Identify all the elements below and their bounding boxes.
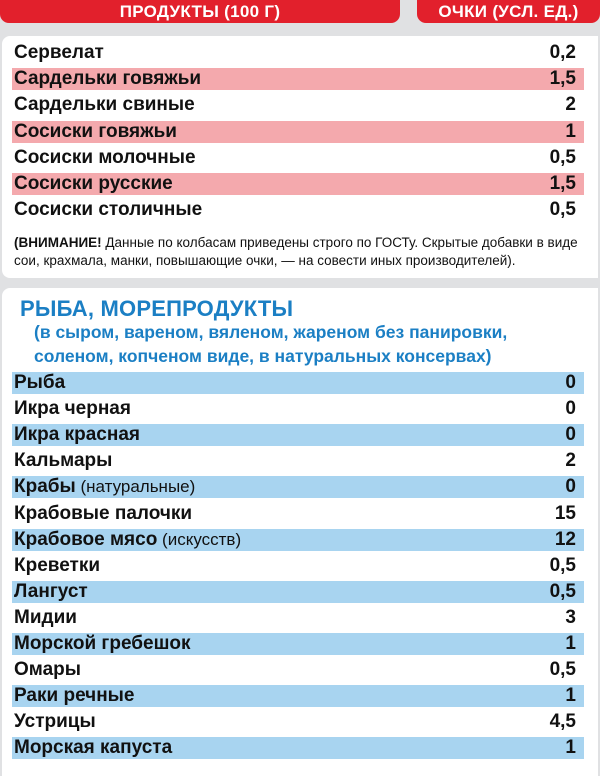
table-row bbox=[12, 476, 584, 498]
table-row bbox=[12, 503, 584, 525]
points-column-header bbox=[417, 0, 600, 23]
table-row bbox=[12, 633, 584, 655]
products-column-header bbox=[0, 0, 400, 23]
points-value: 1 bbox=[565, 120, 576, 142]
table-row bbox=[12, 372, 584, 394]
product-name bbox=[14, 173, 173, 195]
table-row bbox=[12, 199, 584, 221]
warning-text: Данные по колбасам приведены строго по ГОСТу. Скрытые добавки в виде сои, крахмала, манки, повышающие очки, — на совести иных производителей). bbox=[14, 235, 578, 268]
product-name bbox=[14, 685, 134, 707]
product-name-text: Устрицы bbox=[14, 711, 96, 733]
table-row bbox=[12, 424, 584, 446]
product-name-text: Морской гребешок bbox=[14, 633, 191, 654]
product-name-text: Омары bbox=[14, 659, 81, 681]
points-value: 2 bbox=[565, 94, 576, 116]
product-name bbox=[14, 42, 104, 64]
product-name-text: Сосиски русские bbox=[14, 173, 173, 194]
product-name bbox=[14, 503, 192, 525]
points-value: 1 bbox=[565, 685, 576, 707]
product-name-text: Икра черная bbox=[14, 398, 131, 420]
table-row bbox=[12, 94, 584, 116]
product-name-text: Сосиски молочные bbox=[14, 146, 196, 168]
product-name-text: Сосиски столичные bbox=[14, 199, 203, 221]
product-name-text: Крабовые палочки bbox=[14, 502, 193, 524]
table-row bbox=[12, 555, 584, 577]
fish-section-subtitle-line1: (в сыром, вареном, вяленом, жареном без панировки, bbox=[34, 322, 508, 342]
fish-section-subtitle-line2: соленом, копченом виде, в натуральных консервах) bbox=[34, 346, 492, 366]
product-name-text: Мидии bbox=[14, 606, 77, 628]
table-row bbox=[12, 529, 584, 551]
product-name bbox=[14, 711, 96, 733]
product-name-text: Крабовое мясо bbox=[14, 528, 158, 550]
product-name-text: Сардельки свиные bbox=[14, 94, 195, 116]
product-name bbox=[14, 450, 112, 472]
product-name bbox=[14, 529, 241, 551]
points-value: 0,5 bbox=[549, 659, 576, 681]
product-name-text: Рыба bbox=[14, 372, 66, 393]
product-name bbox=[14, 424, 140, 446]
products-header-label: ПРОДУКТЫ (100 Г) bbox=[119, 1, 281, 21]
product-name-text: Икра красная bbox=[14, 424, 140, 446]
table-row bbox=[12, 147, 584, 169]
product-name bbox=[14, 607, 77, 629]
points-value: 0,5 bbox=[549, 554, 576, 576]
warning-bold: (ВНИМАНИЕ! bbox=[14, 235, 102, 250]
product-name bbox=[14, 199, 202, 221]
product-name bbox=[14, 581, 88, 603]
product-name bbox=[14, 94, 195, 116]
table-row bbox=[12, 581, 584, 603]
product-name-text: Сервелат bbox=[14, 42, 104, 63]
product-name-text: Сардельки говяжьи bbox=[14, 68, 202, 90]
table-row bbox=[12, 607, 584, 629]
points-value: 0 bbox=[565, 398, 576, 420]
product-name bbox=[14, 659, 81, 681]
table-row bbox=[12, 685, 584, 707]
product-name bbox=[14, 555, 100, 577]
product-name bbox=[14, 476, 195, 498]
product-name bbox=[14, 68, 201, 90]
product-name-text: Крабы bbox=[14, 476, 76, 498]
product-name-text: Кальмары bbox=[14, 450, 113, 472]
table-row bbox=[12, 711, 584, 733]
fish-section-title: РЫБА, МОРЕПРОДУКТЫ bbox=[20, 296, 294, 321]
points-value: 0 bbox=[565, 372, 576, 393]
points-value: 3 bbox=[565, 606, 576, 628]
points-value: 2 bbox=[565, 450, 576, 472]
points-value: 0,5 bbox=[549, 199, 576, 221]
points-value: 1 bbox=[565, 737, 576, 759]
table-row bbox=[12, 398, 584, 420]
points-value: 0 bbox=[565, 476, 576, 498]
product-note: (натуральные) bbox=[75, 477, 196, 497]
points-value: 0,5 bbox=[549, 146, 576, 168]
table-row bbox=[12, 450, 584, 472]
points-value: 0,5 bbox=[549, 580, 576, 602]
points-value: 1,5 bbox=[549, 173, 576, 194]
table-row bbox=[12, 737, 584, 759]
product-name-text: Лангуст bbox=[14, 580, 88, 602]
table-row bbox=[12, 121, 584, 143]
table-row bbox=[12, 68, 584, 90]
product-name-text: Раки речные bbox=[14, 685, 135, 707]
points-value: 15 bbox=[554, 502, 576, 524]
product-name bbox=[14, 121, 177, 143]
points-value: 1 bbox=[565, 633, 576, 654]
sausages-warning-note bbox=[14, 234, 594, 270]
table-row bbox=[12, 42, 584, 64]
product-note: (искусств) bbox=[157, 529, 242, 549]
product-name bbox=[14, 398, 131, 420]
product-name bbox=[14, 633, 191, 655]
points-header-label: ОЧКИ (УСЛ. ЕД.) bbox=[438, 1, 579, 21]
table-row bbox=[12, 173, 584, 195]
product-name-text: Креветки bbox=[14, 554, 101, 576]
table-row bbox=[12, 659, 584, 681]
product-name bbox=[14, 737, 172, 759]
points-value: 1,5 bbox=[549, 68, 576, 90]
points-value: 0 bbox=[565, 424, 576, 446]
points-value: 12 bbox=[554, 528, 576, 550]
product-name-text: Сосиски говяжьи bbox=[14, 120, 177, 142]
product-name bbox=[14, 372, 65, 394]
product-name bbox=[14, 147, 196, 169]
points-value: 4,5 bbox=[549, 711, 576, 733]
product-name-text: Морская капуста bbox=[14, 737, 173, 759]
points-value: 0,2 bbox=[549, 42, 576, 63]
